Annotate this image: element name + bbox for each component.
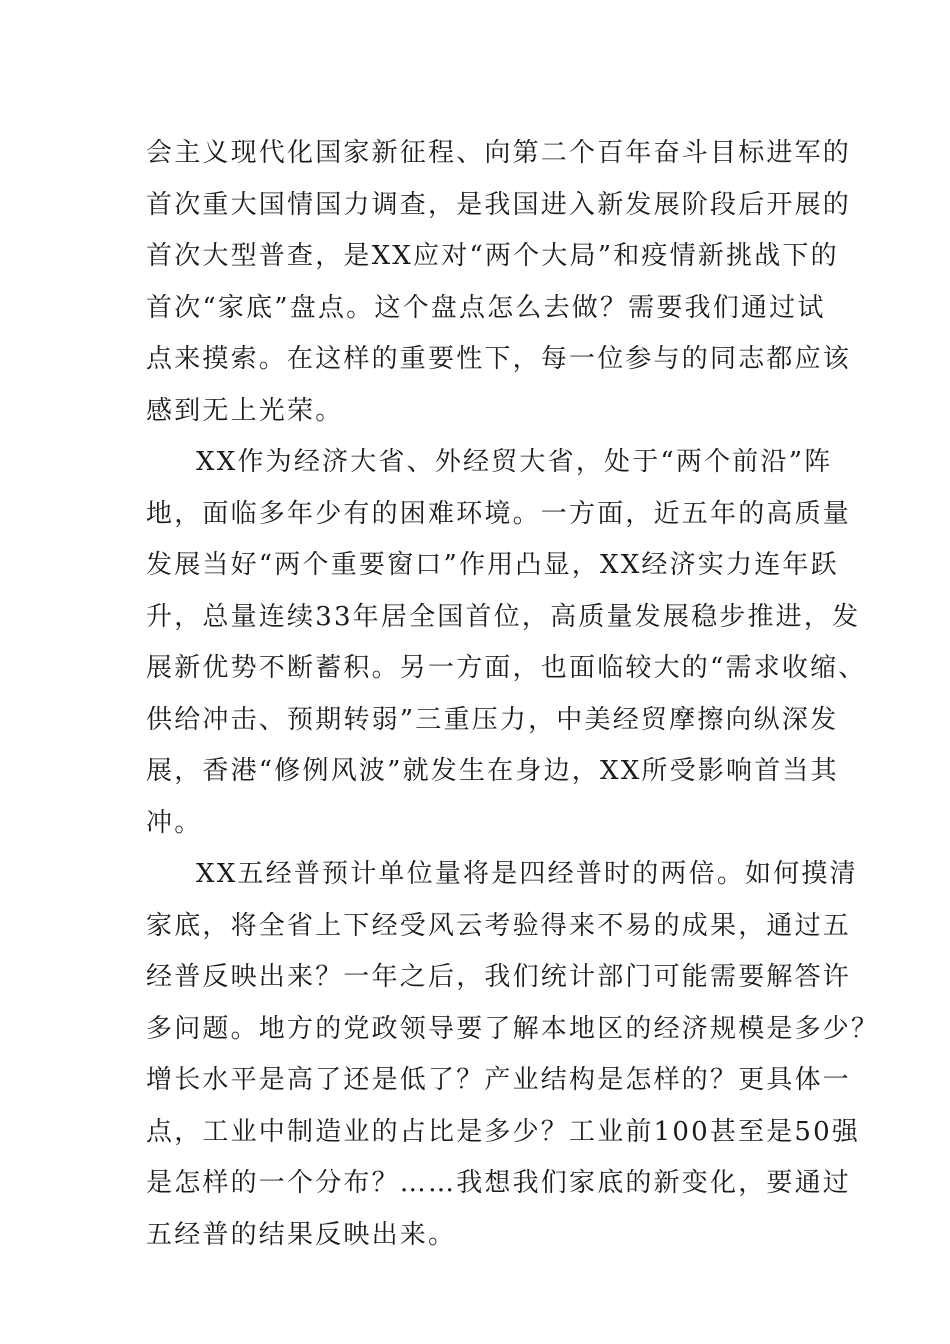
paragraph-2-line-8: 冲。 bbox=[146, 807, 203, 838]
document-body bbox=[146, 128, 880, 1261]
paragraph-2-line-1: XX作为经济大省、外经贸大省，处于“两个前沿”阵 bbox=[196, 447, 833, 477]
paragraph-1-line-3: 首次大型普查，是XX应对“两个大局”和疫情新挑战下的 bbox=[146, 241, 839, 271]
paragraph-3-line-1: XX五经普预计单位量将是四经普时的两倍。如何摸清 bbox=[196, 859, 858, 889]
paragraph-3-line-6: 点，工业中制造业的占比是多少？工业前100甚至是50强 bbox=[146, 1116, 861, 1147]
paragraph-3-line-2: 家底，将全省上下经受风云考验得来不易的成果，通过五 bbox=[146, 910, 852, 941]
paragraph-1-line-5: 点来摸索。在这样的重要性下，每一位参与的同志都应该 bbox=[146, 344, 852, 374]
paragraph-1-line-4: 首次“家底”盘点。这个盘点怎么去做？需要我们通过试 bbox=[146, 292, 826, 323]
paragraph-1-line-1: 会主义现代化国家新征程、向第二个百年奋斗目标进军的 bbox=[146, 138, 852, 168]
paragraph-2-line-5: 展新优势不断蓄积。另一方面，也面临较大的“需求收缩、 bbox=[146, 653, 867, 683]
paragraph-3-line-3: 经普反映出来？一年之后，我们统计部门可能需要解答许 bbox=[146, 962, 852, 992]
paragraph-1-line-6: 感到无上光荣。 bbox=[146, 395, 344, 426]
paragraph-3-line-8: 五经普的结果反映出来。 bbox=[146, 1219, 457, 1250]
paragraph-2-line-4: 升，总量连续33年居全国首位，高质量发展稳步推进，发 bbox=[146, 601, 861, 632]
paragraph-3-line-5: 增长水平是高了还是低了？产业结构是怎样的？更具体一 bbox=[146, 1065, 852, 1095]
paragraph-2-line-6: 供给冲击、预期转弱”三重压力，中美经贸摩擦向纵深发 bbox=[146, 704, 839, 735]
paragraph-2-line-2: 地，面临多年少有的困难环境。一方面，近五年的高质量 bbox=[146, 498, 852, 529]
paragraph-3-line-7: 是怎样的一个分布？……我想我们家底的新变化，要通过 bbox=[146, 1168, 852, 1198]
paragraph-3-line-4: 多问题。地方的党政领导要了解本地区的经济规模是多少？ bbox=[146, 1013, 880, 1044]
paragraph-2-line-3: 发展当好“两个重要窗口”作用凸显，XX经济实力连年跃 bbox=[146, 550, 839, 580]
paragraph-1-line-2: 首次重大国情国力调查，是我国进入新发展阶段后开展的 bbox=[146, 189, 852, 220]
paragraph-2-line-7: 展，香港“修例风波”就发生在身边，XX所受影响首当其 bbox=[146, 756, 839, 786]
